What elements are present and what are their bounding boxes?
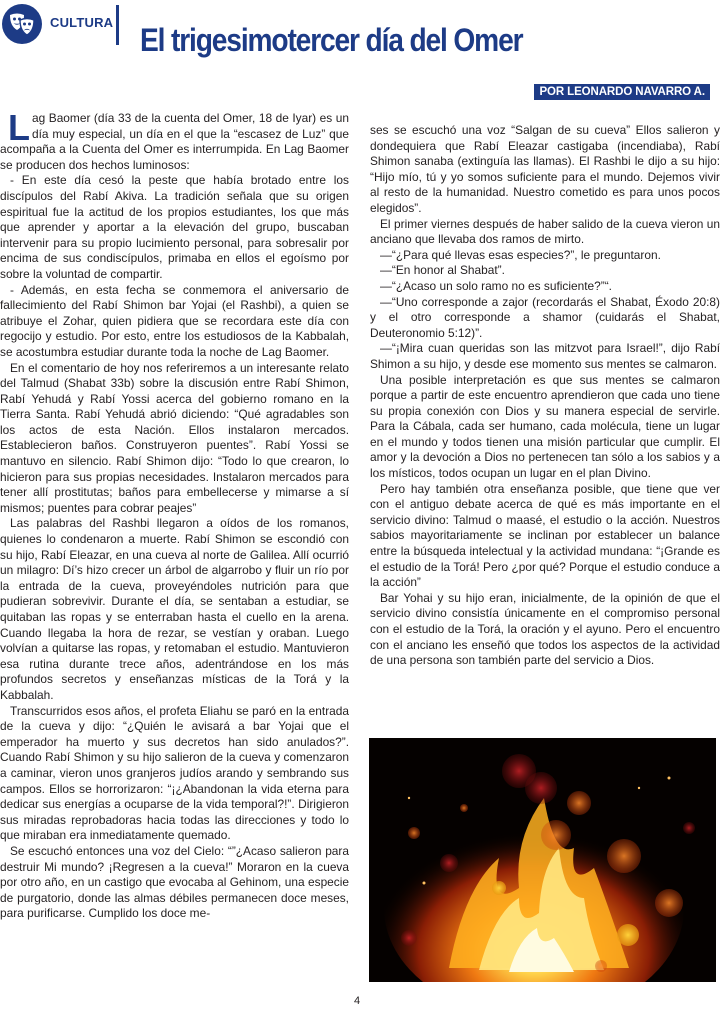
- paragraph: - Además, en esta fecha se conmemora el aniversario de fallecimiento del Rabí Shimon bar Yojai (el Rashbi), a quien se atribuye el Zohar, quien pidiera que se recordara este día con regocijo y estudio. Por esto, entre los estudiosos de la Kabbalah, se acostumbra estudiar durante toda la noche de Lag Baomer.: [0, 282, 349, 359]
- paragraph: El primer viernes después de haber salido de la cueva vieron un anciano que llevaba dos ramos de mirto.: [370, 216, 720, 247]
- paragraph: —“¡Mira cuan queridas son las mitzvot para Israel!”, dijo Rabí Shimon a su hijo, y desde ese momento sus mentes se calmaron.: [370, 341, 720, 371]
- paragraph: —“Uno corresponde a zajor (recordarás el Shabat, Éxodo 20:8) y el otro corresponde a shamor (cuidarás el Shabat, Deuteronomio 5:12)”.: [370, 294, 720, 340]
- left-column: [0, 107, 349, 922]
- section-label: CULTURA: [50, 15, 114, 30]
- paragraph: Transcurridos esos años, el profeta Eliahu se paró en la entrada de la cueva y dijo: “¿Quién le avisará a bar Yojai que el emperador ha muerto y sus decretos han sido anulados?”. Cuando Rabí Shimon y su hijo salieron de la cueva y comenzaron a caminar, vieron unos granjeros judíos arando y sembrando sus campos. Ellos se horrorizaron: “¡¿Abandonan la vida eterna para dedicar sus energías a ocuparse de la vida temporal?!”. Dirigieron sus miradas reprobadoras hacia todas las direcciones y todo lo que miraban era inmediatamente quemado.: [0, 703, 349, 843]
- paragraph: —“En honor al Shabat”.: [380, 263, 505, 278]
- paragraph: Se escuchó entonces una voz del Cielo: “”¿Acaso salieron para destruir Mi mundo? ¡Regresen a la cueva!” Moraron en la cueva por otro año, en un castigo que evocaba al Gehinom, una especie de purgatorio, donde las almas débiles permanecen doce meses, para purificarse. Cumplido los doce me-: [0, 843, 349, 921]
- theater-masks-icon: [2, 4, 42, 44]
- fire-bokeh-photo: [369, 738, 716, 982]
- paragraph: —“¿Para qué llevas esas especies?”, le preguntaron.: [380, 247, 661, 262]
- paragraph: [0, 107, 349, 173]
- paragraph: Las palabras del Rashbi llegaron a oídos de los romanos, quienes lo condenaron a muerte. Rabí Shimon se escondió con su hijo, Rabí Eleazar, en una cueva al norte de Galilea. Allí ocurrió un milagro: Dí’s hizo crecer un árbol de algarrobo y fluir un río por la entrada de la cueva, proveyéndoles nutrición para que pudieran sobrevivir. Durante el día, se sentaban a estudiar, se quitaban las ropas y se enterraban hasta el cuello en la arena. Cuando llegaba la hora de rezar, se vestían y oraban. Luego volvían a quitarse las ropas, y retomaban el estudio. Mantuvieron esa rutina durante trece años, adentrándose en los más profundos secretos y enseñanzas místicas de la Torá y la Kabbalah.: [0, 516, 349, 702]
- section-divider: [116, 5, 119, 45]
- page-number: 4: [354, 995, 361, 1007]
- paragraph: ses se escuchó una voz “Salgan de su cueva” Ellos salieron y dondequiera que Rabí Eleazar castigaba (incendiaba), Rabí Shimon sanaba (extinguía las llamas). El Rashbi le dijo a su hijo: “Hijo mío, tú y yo somos suficiente para el mundo. Dejemos vivir al resto de la humanidad. Nuestro cometido es para unos pocos elegidos”.: [370, 123, 720, 215]
- paragraph: Pero hay también otra enseñanza posible, que tiene que ver con el antiguo debate acerca de qué es más importante en el servicio divino: Talmud o maasé, el estudio o la acción. Nuestros sabios mayoritariamente se inclinan por establecer un balance entre la búsqueda intelectual y la actividad mundana: “¡Grande es el estudio de la Torá! Pero ¿por qué? Porque el estudio conduce a la acción”: [370, 481, 720, 590]
- article-title: El trigesimotercer día del Omer: [140, 22, 523, 58]
- paragraph: Una posible interpretación es que sus mentes se calmaron porque a partir de este encuentro aprendieron que cada uno tiene su propia conexión con Dios y su manera especial de servirle. Para la Cábala, cada ser humano, cada molécula, tiene un lugar en el mundo y todos tienen una misión particular que cumplir. El amor y la devoción a Dios no pertenecen tan sólo a los sabios y a los místicos, todos ocupan un lugar en el plan Divino.: [370, 372, 720, 481]
- paragraph: En el comentario de hoy nos referiremos a un interesante relato del Talmud (Shabat 33b) sobre la discusión entre Rabí Shimon, Rabí Yehudá y Rabí Yossi acerca del gobierno romano en la Tierra Santa. Rabí Yehudá abrió diciendo: “Qué agradables son los actos de esta Nación. Ellos instalaron mercados. Establecieron baños. Construyeron puentes”. Rabí Yossi se mantuvo en silencio. Rabí Shimon dijo: “Todo lo que crearon, lo hicieron para sus propias necesidades. Instalaron mercados para tener allí prostitutas; baños para embellecerse y mimarse a sí mismos; puentes para cobrar peajes”: [0, 360, 349, 515]
- paragraph: - En este día cesó la peste que había brotado entre los discípulos del Rabí Akiva. La tradición señala que su origen espiritual fue la actitud de los propios estudiantes, los que más que aprender y aportar a la elevación del grupo, buscaban intervenir para su propio lucimiento personal, para sobresalir por encima de sus condiscípulos, primaba en ellos el egoísmo por sobre la voluntad de compartir.: [0, 173, 349, 281]
- right-column: [370, 123, 720, 669]
- drop-cap: L: [8, 107, 30, 148]
- paragraph-text: ag Baomer (día 33 de la cuenta del Omer, 18 de Iyar) es un día muy especial, un día en el que la “escasez de Luz” que acompaña a la Cuenta del Omer es interrumpida. En Lag Baomer se producen dos hechos luminosos:: [0, 111, 349, 172]
- paragraph: Bar Yohai y su hijo eran, inicialmente, de la opinión de que el servicio divino consistía únicamente en el compromiso personal con el estudio de la Torá, la oración y el ayuno. Pero el encuentro con el anciano les enseñó que todos los aspectos de la actividad de una persona son también parte del servicio a Dios.: [370, 590, 720, 668]
- paragraph: —“¿Acaso un solo ramo no es suficiente?”“.: [380, 278, 612, 293]
- author-byline: POR LEONARDO NAVARRO A.: [534, 84, 710, 100]
